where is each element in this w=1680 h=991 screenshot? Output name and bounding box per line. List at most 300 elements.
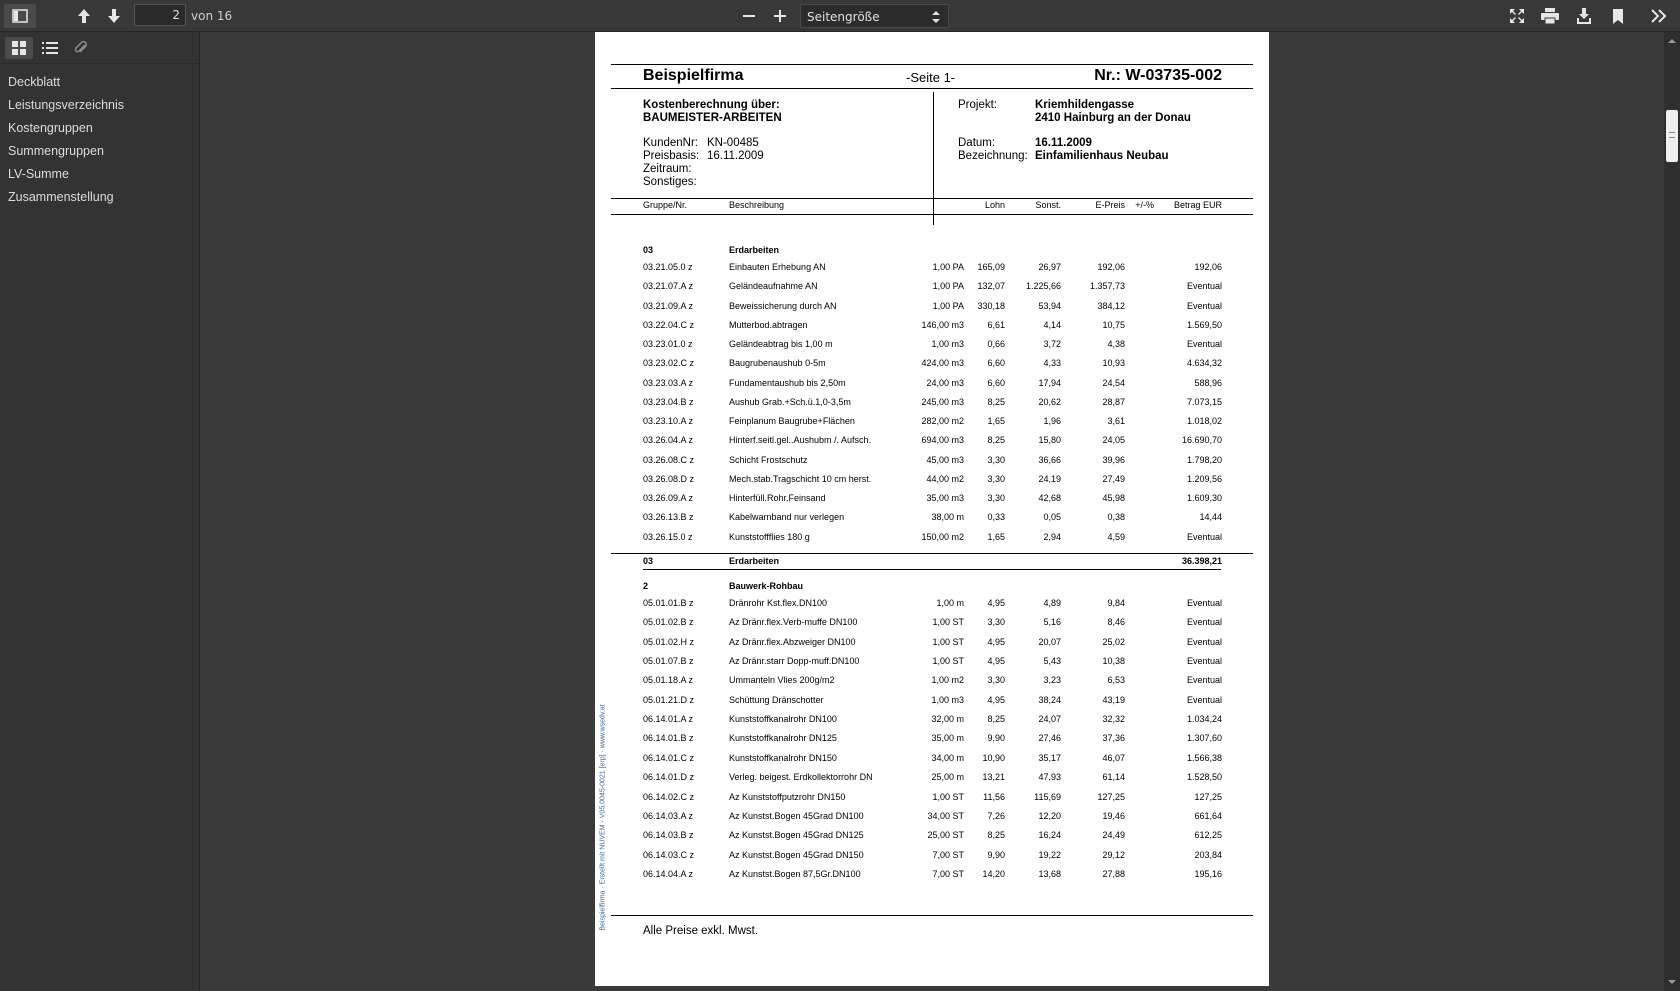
position-betrag: Eventual	[1186, 617, 1222, 628]
position-lohn: 14,20	[982, 868, 1005, 879]
position-number: 06.14.01.B z	[643, 733, 694, 744]
position-quantity: 1,00 ST	[932, 791, 964, 802]
scroll-down-icon[interactable]	[1664, 975, 1680, 989]
position-number: 03.23.04.B z	[643, 396, 694, 407]
position-epreis: 43,19	[1102, 694, 1125, 705]
page-number-input[interactable]	[134, 4, 186, 26]
position-epreis: 127,25	[1097, 791, 1125, 802]
position-quantity: 1,00 m	[936, 598, 964, 608]
position-epreis: 1.357,73	[1089, 281, 1125, 292]
position-lohn: 132,07	[977, 281, 1005, 292]
print-icon	[1541, 8, 1559, 24]
position-betrag: 1.566,38	[1186, 752, 1222, 763]
field-value-preisbasis: 16.11.2009	[707, 150, 764, 162]
field-label-kundennr: KundenNr:	[643, 137, 698, 149]
outline-item-kostengruppen[interactable]: Kostengruppen	[8, 121, 93, 135]
position-epreis: 6,53	[1107, 675, 1125, 686]
footer-note: Alle Preise exkl. Mwst.	[643, 925, 759, 937]
position-quantity: 34,00 m	[931, 752, 964, 763]
position-betrag: 192,06	[1194, 262, 1222, 272]
double-chevron-icon	[1651, 9, 1667, 23]
page-label: -Seite 1-	[906, 70, 956, 85]
position-number: 03.22.04.C z	[643, 319, 695, 330]
position-lohn: 4,95	[987, 656, 1005, 667]
position-betrag: 16.690,70	[1181, 435, 1222, 446]
position-epreis: 8,46	[1107, 617, 1125, 628]
project-label: Projekt:	[958, 99, 997, 111]
position-number: 06.14.04.A z	[643, 868, 694, 879]
position-description: Az Dränr.starr Dopp-muff.DN100	[729, 656, 860, 667]
position-quantity: 1,00 PA	[932, 300, 964, 311]
position-quantity: 282,00 m2	[921, 416, 964, 426]
group-code: 2	[643, 581, 649, 591]
position-betrag: 127,25	[1194, 791, 1222, 802]
position-epreis: 45,98	[1102, 493, 1125, 503]
position-epreis: 10,93	[1102, 358, 1125, 369]
position-number: 03.21.05.0 z	[643, 262, 693, 272]
position-number: 03.26.04.A z	[643, 435, 694, 446]
position-quantity: 7,00 ST	[932, 868, 964, 879]
position-sonst: 35,17	[1038, 752, 1061, 763]
zoom-select[interactable]	[800, 4, 949, 28]
position-lohn: 3,30	[987, 617, 1005, 628]
sidebar	[0, 32, 200, 991]
position-betrag: 1.209,56	[1186, 473, 1222, 484]
position-lohn: 1,65	[987, 416, 1005, 426]
position-sonst: 12,20	[1038, 810, 1061, 821]
position-epreis: 25,02	[1102, 636, 1125, 647]
position-number: 03.23.10.A z	[643, 416, 694, 426]
position-description: Az Kunstst.Bogen 45Grad DN100	[729, 810, 864, 821]
print-button[interactable]	[1537, 4, 1563, 28]
position-quantity: 7,00 ST	[932, 849, 964, 860]
position-quantity: 146,00 m3	[921, 319, 964, 330]
position-number: 03.21.09.A z	[643, 300, 694, 311]
position-epreis: 61,14	[1102, 772, 1125, 783]
position-betrag: Eventual	[1186, 694, 1222, 705]
position-sonst: 19,22	[1038, 849, 1061, 860]
position-description: Einbauten Erhebung AN	[729, 262, 826, 272]
position-epreis: 37,36	[1102, 733, 1125, 744]
position-number: 06.14.01.C z	[643, 752, 695, 763]
position-description: Mech.stab.Tragschicht 10 cm herst.	[729, 473, 872, 484]
group-sum-code: 03	[643, 556, 654, 566]
position-sonst: 38,24	[1038, 694, 1061, 705]
position-sonst: 1.225,66	[1025, 281, 1061, 292]
position-sonst: 27,46	[1038, 733, 1061, 744]
column-header-prozent: +/-%	[1135, 200, 1154, 210]
description-value: Einfamilienhaus Neubau	[1035, 150, 1169, 162]
position-betrag: Eventual	[1186, 339, 1222, 349]
bookmark-button[interactable]	[1606, 4, 1630, 28]
position-quantity: 38,00 m	[931, 512, 964, 523]
position-lohn: 165,09	[977, 262, 1005, 272]
position-quantity: 24,00 m3	[926, 377, 964, 388]
position-description: Kunststoffflies 180 g	[729, 531, 810, 542]
position-sonst: 26,97	[1038, 262, 1061, 272]
position-lohn: 0,33	[987, 512, 1005, 523]
position-epreis: 9,84	[1107, 598, 1125, 608]
position-description: Kunststoffkanalrohr DN150	[729, 752, 837, 763]
calc-subject: BAUMEISTER-ARBEITEN	[643, 112, 782, 124]
position-number: 06.14.03.B z	[643, 830, 694, 841]
zoom-select-value: Seitengröße	[807, 10, 880, 24]
position-description: Aushub Grab.+Sch.ü.1,0-3,5m	[729, 396, 851, 407]
position-description: Beweissicherung durch AN	[729, 300, 837, 311]
position-quantity: 32,00 m	[931, 714, 964, 725]
fullscreen-icon	[1509, 8, 1525, 24]
position-quantity: 35,00 m	[931, 733, 964, 744]
field-value-kundennr: KN-00485	[707, 137, 759, 149]
group-title: Bauwerk-Rohbau	[729, 581, 804, 591]
position-lohn: 8,25	[987, 714, 1005, 725]
position-lohn: 6,60	[987, 377, 1005, 388]
position-sonst: 15,80	[1038, 435, 1061, 446]
page-total-label: von 16	[191, 9, 233, 23]
position-number: 06.14.03.C z	[643, 849, 695, 860]
columns-line-bottom	[611, 214, 1253, 215]
position-description: Schicht Frostschutz	[729, 454, 808, 465]
toolbar	[0, 0, 1680, 32]
group-sum-title: Erdarbeiten	[729, 556, 780, 566]
column-header-lohn: Lohn	[984, 200, 1005, 210]
position-description: Feinplanum Baugrube+Flächen	[729, 416, 855, 426]
outline-tab[interactable]	[36, 37, 64, 59]
position-betrag: 1.307,60	[1186, 733, 1222, 744]
position-sonst: 36,66	[1038, 454, 1061, 465]
position-number: 05.01.02.H z	[643, 636, 695, 647]
position-sonst: 115,69	[1034, 791, 1061, 802]
position-epreis: 24,54	[1102, 377, 1125, 388]
presentation-mode-button[interactable]	[1504, 4, 1530, 28]
position-lohn: 8,25	[987, 396, 1005, 407]
position-epreis: 4,38	[1107, 339, 1125, 349]
position-number: 03.23.03.A z	[643, 377, 694, 388]
zoom-out-button[interactable]	[738, 4, 760, 28]
position-description: Schüttung Dränschotter	[729, 694, 824, 705]
position-sonst: 4,89	[1043, 598, 1061, 608]
position-betrag: 612,25	[1194, 830, 1222, 841]
position-lohn: 3,30	[987, 473, 1005, 484]
position-description: Kabelwarnband nur verlegen	[729, 512, 845, 523]
position-description: Az Kunstst.Bogen 45Grad DN150	[729, 849, 864, 860]
position-quantity: 1,00 ST	[932, 636, 964, 647]
column-header-epreis: E-Preis	[1095, 200, 1125, 210]
viewer-scrollbar[interactable]	[1664, 32, 1680, 991]
field-label-zeitraum: Zeitraum:	[643, 163, 692, 175]
position-number: 03.23.02.C z	[643, 358, 695, 369]
outline-item-deckblatt[interactable]: Deckblatt	[8, 75, 61, 89]
document-number: Nr.: W-03735-002	[1094, 67, 1222, 84]
position-epreis: 46,07	[1102, 752, 1125, 763]
position-description: Dränrohr Kst.flex.DN100	[729, 598, 828, 608]
side-text: Beispielfirma · Erstellt mit NUVEM - V05.0045-0021 [erp] · www.wsedv.at	[599, 704, 607, 931]
position-sonst: 20,07	[1038, 636, 1061, 647]
position-quantity: 424,00 m3	[921, 358, 964, 369]
position-betrag: Eventual	[1186, 300, 1222, 311]
position-sonst: 24,07	[1038, 714, 1061, 725]
position-number: 03.26.08.D z	[643, 473, 695, 484]
position-betrag: 7.073,15	[1186, 396, 1222, 407]
position-epreis: 0,38	[1107, 512, 1125, 523]
company-name: Beispielfirma	[643, 67, 744, 84]
position-epreis: 192,06	[1097, 262, 1125, 272]
position-lohn: 4,95	[987, 694, 1005, 705]
position-description: Kunststoffkanalrohr DN100	[729, 714, 837, 725]
position-lohn: 4,95	[987, 598, 1005, 608]
position-quantity: 150,00 m2	[921, 531, 964, 542]
position-description: Az Dränr.flex.Abzweiger DN100	[729, 636, 856, 647]
position-description: Hinterfüll.Rohr.Feinsand	[729, 493, 826, 503]
position-lohn: 6,61	[987, 319, 1005, 330]
position-number: 03.21.07.A z	[643, 281, 694, 292]
position-epreis: 10,75	[1102, 319, 1125, 330]
zoom-in-button[interactable]	[769, 4, 791, 28]
position-number: 05.01.07.B z	[643, 656, 694, 667]
group-sum-line	[611, 553, 1253, 554]
position-betrag: 203,84	[1194, 849, 1222, 860]
position-number: 03.23.01.0 z	[643, 339, 693, 349]
thumbnails-icon	[12, 41, 26, 55]
position-description: Kunststoffkanalrohr DN125	[729, 733, 837, 744]
sidebar-tabs	[0, 32, 199, 64]
position-sonst: 1,96	[1043, 416, 1061, 426]
position-description: Geländeaufnahme AN	[729, 281, 818, 292]
position-sonst: 20,62	[1038, 396, 1061, 407]
position-description: Geländeabtrag bis 1,00 m	[729, 339, 833, 349]
calc-title: Kostenberechnung über:	[643, 99, 780, 111]
position-description: Hinterf.seitl.gel..Aushubm /. Aufsch.	[729, 435, 872, 446]
position-lohn: 0,66	[987, 339, 1005, 349]
position-sonst: 4,14	[1043, 319, 1061, 330]
next-page-button[interactable]	[102, 4, 126, 28]
position-lohn: 8,25	[987, 435, 1005, 446]
position-lohn: 11,56	[983, 791, 1005, 802]
position-sonst: 16,24	[1038, 830, 1061, 841]
outline-item-leistungsverzeichnis[interactable]: Leistungsverzeichnis	[8, 98, 125, 112]
outline-list	[0, 64, 199, 209]
position-lohn: 6,60	[987, 358, 1005, 369]
position-epreis: 27,49	[1102, 473, 1125, 484]
scrollbar-thumb[interactable]	[1666, 110, 1678, 162]
group-sum-line-bottom	[643, 569, 1221, 570]
select-arrows-icon	[932, 11, 940, 23]
position-betrag: 14,44	[1199, 512, 1222, 523]
field-label-preisbasis: Preisbasis:	[643, 150, 700, 162]
tools-button[interactable]	[1645, 4, 1673, 28]
position-quantity: 35,00 m3	[926, 493, 964, 503]
position-epreis: 24,49	[1102, 830, 1125, 841]
position-betrag: 1.609,30	[1186, 493, 1222, 503]
position-number: 05.01.21.D z	[643, 694, 695, 705]
position-quantity: 1,00 ST	[932, 617, 964, 628]
position-lohn: 7,26	[987, 810, 1005, 821]
position-description: Az Kunstst.Bogen 87,5Gr.DN100	[729, 868, 861, 879]
position-lohn: 9,90	[987, 849, 1005, 860]
thumbnails-tab[interactable]	[5, 37, 33, 59]
position-betrag: 1.528,50	[1186, 772, 1222, 783]
position-quantity: 1,00 m3	[931, 339, 964, 349]
sidebar-toggle-button[interactable]	[4, 4, 36, 28]
position-description: Baugrubenaushub 0-5m	[729, 358, 826, 369]
column-header-sonst: Sonst.	[1035, 200, 1061, 210]
position-betrag: 1.569,50	[1186, 319, 1222, 330]
outline-item-summengruppen[interactable]: Summengruppen	[8, 144, 104, 158]
document-page	[595, 32, 1269, 986]
position-epreis: 10,38	[1102, 656, 1125, 667]
position-quantity: 694,00 m3	[921, 435, 964, 446]
position-betrag: 588,96	[1194, 377, 1222, 388]
group-title: Erdarbeiten	[729, 245, 780, 255]
group-code: 03	[643, 245, 654, 255]
position-betrag: 1.798,20	[1186, 454, 1222, 465]
position-quantity: 1,00 ST	[932, 656, 964, 667]
field-label-sonstiges: Sonstiges:	[643, 176, 697, 188]
previous-page-button[interactable]	[72, 4, 96, 28]
position-sonst: 5,16	[1043, 617, 1061, 628]
position-number: 06.14.01.D z	[643, 772, 695, 783]
arrow-down-icon	[106, 8, 122, 24]
plus-icon	[774, 10, 786, 22]
date-label: Datum:	[958, 137, 996, 149]
outline-item-zusammenstellung[interactable]: Zusammenstellung	[8, 190, 114, 204]
position-sonst: 24,19	[1038, 473, 1061, 484]
footer-line	[611, 915, 1253, 916]
position-sonst: 53,94	[1038, 300, 1061, 311]
position-sonst: 3,72	[1043, 339, 1061, 349]
position-description: Fundamentaushub bis 2,50m	[729, 377, 846, 388]
position-number: 03.26.08.C z	[643, 454, 695, 465]
download-icon	[1577, 8, 1591, 24]
description-label: Bezeichnung:	[958, 150, 1028, 162]
scroll-up-icon[interactable]	[1664, 34, 1680, 48]
position-epreis: 29,12	[1102, 849, 1125, 860]
position-quantity: 1,00 PA	[932, 281, 964, 292]
position-number: 03.26.13.B z	[643, 512, 694, 523]
position-lohn: 3,30	[987, 675, 1005, 686]
columns-line-top	[611, 198, 1253, 199]
position-epreis: 24,05	[1102, 435, 1125, 446]
position-quantity: 44,00 m2	[926, 473, 964, 484]
position-betrag: Eventual	[1186, 598, 1222, 608]
position-lohn: 9,90	[987, 733, 1005, 744]
position-number: 05.01.01.B z	[643, 598, 694, 608]
column-header-beschreibung: Beschreibung	[729, 200, 785, 210]
minus-icon	[743, 10, 755, 22]
attachment-icon	[74, 40, 88, 56]
position-number: 05.01.18.A z	[643, 675, 694, 686]
position-lohn: 3,30	[987, 454, 1005, 465]
position-betrag: 661,64	[1194, 810, 1222, 821]
outline-item-lv-summe[interactable]: LV-Summe	[8, 167, 69, 181]
position-epreis: 4,59	[1107, 531, 1125, 542]
position-quantity: 1,00 m3	[931, 694, 964, 705]
position-sonst: 0,05	[1043, 512, 1061, 523]
position-quantity: 245,00 m3	[921, 396, 964, 407]
position-description: Az Kunstst.Bogen 45Grad DN125	[729, 830, 864, 841]
thumb-grip	[1669, 132, 1675, 138]
position-sonst: 4,33	[1043, 358, 1061, 369]
position-description: Ummanteln Vlies 200g/m2	[729, 675, 835, 686]
position-betrag: 1.034,24	[1186, 714, 1222, 725]
position-quantity: 25,00 ST	[927, 830, 964, 841]
position-number: 06.14.03.A z	[643, 810, 694, 821]
bookmark-icon	[1613, 9, 1623, 24]
position-epreis: 32,32	[1102, 714, 1125, 725]
position-sonst: 17,94	[1038, 377, 1061, 388]
position-sonst: 47,93	[1038, 772, 1061, 783]
position-number: 06.14.02.C z	[643, 791, 695, 802]
header-line-bottom	[611, 88, 1253, 89]
document-viewer[interactable]	[200, 32, 1664, 991]
position-lohn: 3,30	[987, 493, 1005, 503]
position-betrag: 4.634,32	[1186, 358, 1222, 369]
position-epreis: 384,12	[1097, 300, 1125, 311]
column-header-gruppe: Gruppe/Nr.	[643, 200, 688, 210]
position-number: 06.14.01.A z	[643, 714, 694, 725]
position-description: Az Dränr.flex.Verb-muffe DN100	[729, 617, 858, 628]
position-number: 03.26.09.A z	[643, 493, 694, 503]
arrow-up-icon	[76, 8, 92, 24]
position-sonst: 13,68	[1038, 868, 1061, 879]
attachments-tab[interactable]	[67, 37, 95, 59]
project-line1: Kriemhildengasse	[1035, 99, 1135, 111]
position-quantity: 34,00 ST	[927, 810, 964, 821]
column-header-betrag: Betrag EUR	[1173, 200, 1222, 210]
position-number: 03.26.15.0 z	[643, 531, 693, 542]
position-sonst: 5,43	[1043, 656, 1061, 667]
position-betrag: 1.018,02	[1186, 416, 1222, 426]
sidebar-toggle-icon	[12, 9, 28, 23]
position-betrag: Eventual	[1186, 281, 1222, 292]
outline-icon	[42, 41, 58, 55]
position-lohn: 13,21	[982, 772, 1005, 783]
position-epreis: 19,46	[1102, 810, 1125, 821]
position-description: Az Kunststoffputzrohr DN150	[729, 791, 846, 802]
position-betrag: 195,16	[1194, 868, 1222, 879]
position-betrag: Eventual	[1186, 675, 1222, 686]
position-betrag: Eventual	[1186, 636, 1222, 647]
position-number: 05.01.02.B z	[643, 617, 694, 628]
position-quantity: 1,00 PA	[932, 262, 964, 272]
date-value: 16.11.2009	[1035, 137, 1092, 149]
position-quantity: 25,00 m	[931, 772, 964, 783]
position-betrag: Eventual	[1186, 656, 1222, 667]
position-description: Verleg. beigest. Erdkollektorrohr DN	[729, 772, 873, 783]
position-lohn: 4,95	[987, 636, 1005, 647]
position-lohn: 330,18	[977, 300, 1005, 311]
download-button[interactable]	[1571, 4, 1597, 28]
position-quantity: 1,00 m2	[931, 675, 964, 686]
position-description: Mutterbod.abtragen	[729, 319, 808, 330]
header-line-top	[611, 64, 1253, 65]
position-sonst: 42,68	[1038, 493, 1061, 503]
position-quantity: 45,00 m3	[926, 454, 964, 465]
position-sonst: 3,23	[1043, 675, 1061, 686]
position-sonst: 2,94	[1043, 531, 1061, 542]
position-epreis: 27,88	[1102, 868, 1125, 879]
position-epreis: 39,96	[1102, 454, 1125, 465]
position-betrag: Eventual	[1186, 531, 1222, 542]
position-lohn: 8,25	[987, 830, 1005, 841]
position-lohn: 1,65	[987, 531, 1005, 542]
position-epreis: 3,61	[1107, 416, 1125, 426]
position-epreis: 28,87	[1102, 396, 1125, 407]
project-line2: 2410 Hainburg an der Donau	[1035, 112, 1191, 124]
header-divider	[933, 92, 934, 225]
position-lohn: 10,90	[982, 752, 1005, 763]
group-sum-amount: 36.398,21	[1181, 556, 1222, 566]
